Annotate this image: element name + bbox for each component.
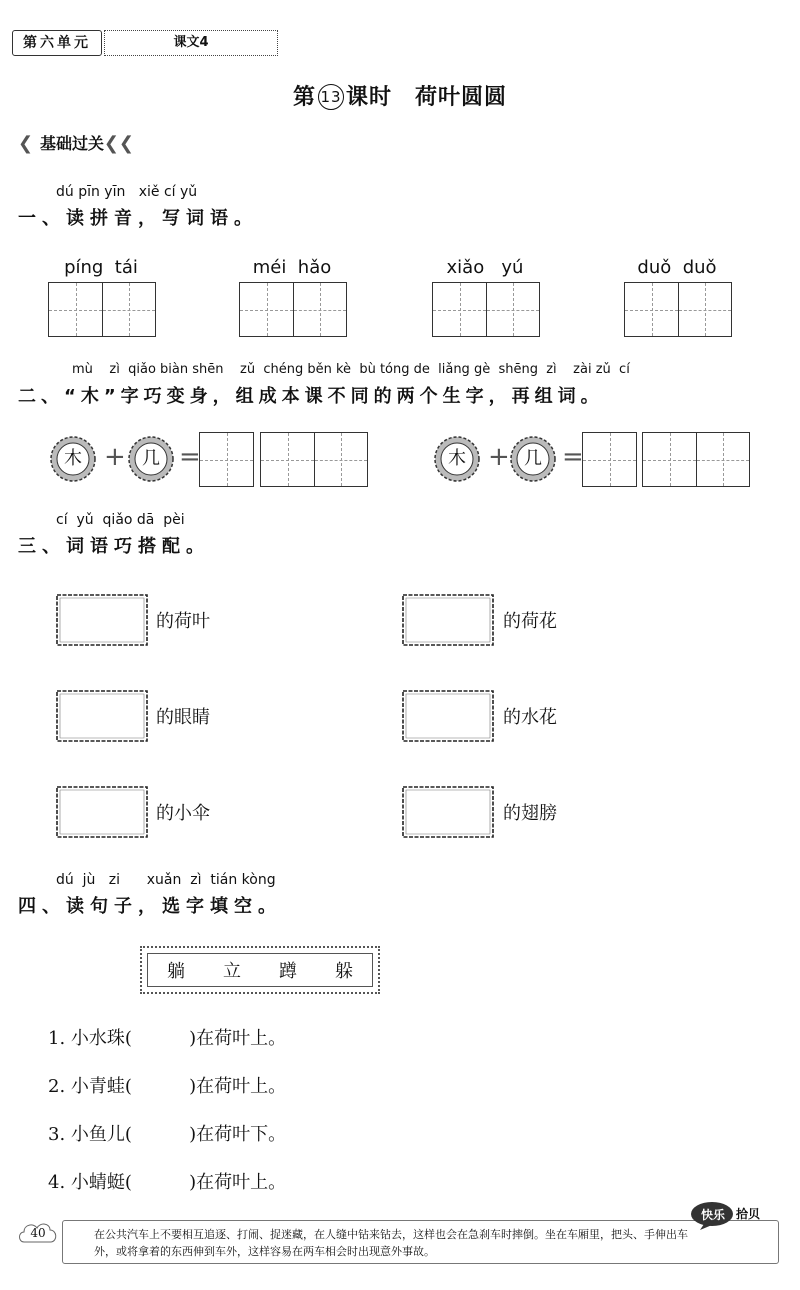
q1-grid-4[interactable] bbox=[624, 282, 732, 337]
title-suffix: 课时 荷叶圆圆 bbox=[346, 85, 508, 110]
page-number: 40 bbox=[30, 1226, 46, 1240]
q1-pinyin-4: duǒ duǒ bbox=[637, 257, 717, 278]
choice-3: 蹲 bbox=[279, 961, 297, 982]
fill-box[interactable] bbox=[400, 592, 496, 648]
q1-pinyin-3: xiǎo yú bbox=[446, 257, 524, 278]
chevron-left-icon: ❮ bbox=[18, 133, 34, 154]
page-title bbox=[0, 80, 800, 111]
q2-char-grid-2[interactable] bbox=[582, 432, 637, 487]
chevron-double-left-icon: ❮❮ bbox=[103, 133, 135, 154]
badge-text-a: 快乐 bbox=[700, 1208, 725, 1222]
q2-plus-1: + bbox=[104, 442, 126, 472]
section-title: 基础过关 bbox=[40, 134, 105, 153]
title-prefix: 第 bbox=[292, 85, 316, 110]
fill-box[interactable] bbox=[54, 784, 150, 840]
q2-word-grid-1[interactable] bbox=[260, 432, 368, 487]
q2-equals-1: = bbox=[179, 442, 201, 472]
q1-pinyin: dú pīn yīn xiě cí yǔ bbox=[56, 184, 198, 200]
q1-grid-1[interactable] bbox=[48, 282, 156, 337]
fill-box[interactable] bbox=[400, 784, 496, 840]
q3-suffix-1: 的荷叶 bbox=[156, 611, 210, 632]
q1-pinyin-2: méi hǎo bbox=[252, 257, 332, 278]
q2-title: 二、“木”字巧变身，组成本课不同的两个生字，再组词。 bbox=[18, 386, 604, 407]
q1-grid-3[interactable] bbox=[432, 282, 540, 337]
q2-char-b-2: 几 bbox=[524, 448, 542, 469]
q2-char-grid-1[interactable] bbox=[199, 432, 254, 487]
q3-pinyin: cí yǔ qiǎo dā pèi bbox=[56, 512, 185, 528]
unit-tag: 第六单元 bbox=[12, 30, 102, 56]
q2-char-b-1: 几 bbox=[142, 448, 160, 469]
q1-title: 一、读拼音，写词语。 bbox=[18, 208, 258, 229]
q1-pinyin-1: píng tái bbox=[64, 257, 138, 278]
footer-tip-text: 在公共汽车上不要相互追逐、打闹、捉迷藏，在人缝中钻来钻去，这样也会在急刹车时摔倒。坐在车厢里，把头、手伸出车外，或将拿着的东西伸到车外，这样容易在两车相会时出现意外事故。 bbox=[94, 1228, 688, 1258]
q3-title: 三、词语巧搭配。 bbox=[18, 536, 210, 557]
fill-box[interactable] bbox=[54, 592, 150, 648]
q3-suffix-6: 的翅膀 bbox=[503, 803, 557, 824]
q4-sentence-3[interactable]: 3. 小鱼儿( )在荷叶下。 bbox=[48, 1124, 287, 1145]
q3-suffix-2: 的荷花 bbox=[503, 611, 557, 632]
q2-word-grid-2[interactable] bbox=[642, 432, 750, 487]
lesson-number-circle: 13 bbox=[318, 84, 344, 110]
q4-sentence-2[interactable]: 2. 小青蛙( )在荷叶上。 bbox=[48, 1076, 287, 1097]
q3-suffix-5: 的小伞 bbox=[156, 803, 210, 824]
q2-char-a-1: 木 bbox=[64, 448, 82, 469]
choice-1: 躺 bbox=[167, 961, 185, 982]
lesson-tag: 课文4 bbox=[104, 30, 278, 56]
q4-sentence-1[interactable]: 1. 小水珠( )在荷叶上。 bbox=[48, 1028, 287, 1049]
fill-box[interactable] bbox=[400, 688, 496, 744]
q4-sentence-4[interactable]: 4. 小蜻蜓( )在荷叶上。 bbox=[48, 1172, 287, 1193]
q2-equals-2: = bbox=[562, 442, 584, 472]
choice-box bbox=[140, 946, 380, 994]
q4-title: 四、读句子，选字填空。 bbox=[18, 896, 282, 917]
q3-suffix-3: 的眼睛 bbox=[156, 707, 210, 728]
choice-4: 躲 bbox=[335, 961, 353, 982]
q1-grid-2[interactable] bbox=[239, 282, 347, 337]
q2-plus-2: + bbox=[488, 442, 510, 472]
section-banner bbox=[18, 132, 134, 156]
q3-suffix-4: 的水花 bbox=[503, 707, 557, 728]
q4-pinyin: dú jù zi xuǎn zì tián kòng bbox=[56, 872, 276, 888]
badge-text-b: 拾贝 bbox=[736, 1207, 761, 1221]
choice-2: 立 bbox=[223, 961, 241, 982]
q2-pinyin: mù zì qiǎo biàn shēn zǔ chéng běn kè bù tóng de liǎng gè shēng zì zài zǔ cí bbox=[72, 362, 630, 377]
fill-box[interactable] bbox=[54, 688, 150, 744]
q2-char-a-2: 木 bbox=[448, 448, 466, 469]
